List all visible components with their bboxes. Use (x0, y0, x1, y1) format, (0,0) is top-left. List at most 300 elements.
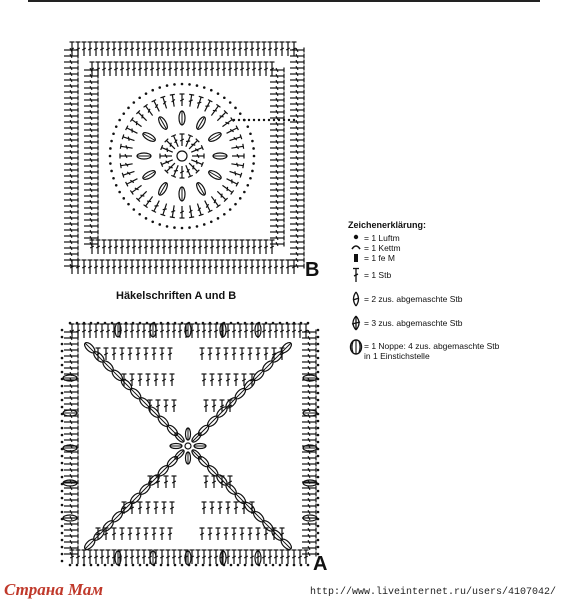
stitch-symbol (290, 222, 304, 227)
stitch-symbol (64, 150, 78, 155)
chain-stitch (61, 406, 64, 409)
chain-stitch (203, 86, 206, 89)
stitch-symbol (170, 205, 177, 218)
chain-stitch (195, 564, 198, 567)
stitch-symbol (264, 62, 269, 76)
stitch-symbol (160, 96, 168, 109)
stitch-symbol (302, 420, 316, 425)
stitch-symbol (290, 192, 304, 197)
stitch-symbol (64, 54, 78, 59)
stitch-symbol (202, 550, 207, 564)
chain-stitch (61, 490, 64, 493)
chain-icon (348, 233, 364, 241)
stitch-symbol (290, 114, 304, 119)
stitch-symbol (270, 200, 284, 205)
stitch-symbol (102, 240, 107, 254)
stitch-symbol (195, 96, 203, 109)
chain-stitch (317, 329, 320, 332)
stitch-symbol (94, 324, 99, 338)
chain-stitch (160, 322, 163, 325)
stitch-symbol (270, 128, 284, 133)
bobble-stitch-core (122, 380, 131, 389)
dc3tog-icon (348, 315, 364, 331)
stitch-symbol (290, 258, 304, 263)
chain-stitch (251, 322, 254, 325)
bobble-stitch-core (208, 417, 217, 426)
chain-stitch (112, 177, 115, 180)
stitch-symbol (270, 212, 284, 217)
stitch-symbol (302, 540, 316, 545)
stitch-symbol (290, 252, 304, 257)
stitch-symbol (204, 400, 209, 412)
stitch-symbol (290, 66, 304, 71)
stitch-symbol (302, 462, 316, 467)
chain-stitch (132, 322, 135, 325)
stitch-symbol (144, 104, 155, 117)
stitch-symbol (302, 498, 316, 503)
stitch-symbol (240, 62, 245, 76)
stitch-symbol (136, 190, 148, 202)
chain-stitch (61, 560, 64, 563)
chain-stitch (188, 226, 191, 229)
stitch-symbol (142, 260, 147, 274)
chain-stitch (209, 564, 212, 567)
stitch-symbol (190, 145, 203, 154)
stitch-symbol (270, 164, 284, 169)
stitch-symbol (130, 183, 143, 194)
chain-stitch (69, 322, 72, 325)
stitch-symbol (270, 104, 284, 109)
stitch-symbol (290, 216, 304, 221)
stitch-symbol (192, 154, 204, 159)
stitch-symbol (64, 90, 78, 95)
chain-stitch (252, 162, 255, 165)
stitch-symbol (216, 190, 228, 202)
stitch-symbol (184, 260, 189, 274)
stitch-symbol (302, 426, 316, 431)
chain-stitch (160, 564, 163, 567)
stitch-symbol (200, 528, 205, 540)
stitch-symbol (94, 42, 99, 56)
stitch-symbol (64, 210, 78, 215)
stitch-symbol (250, 550, 255, 564)
chain-stitch (279, 322, 282, 325)
stitch-symbol (204, 240, 209, 254)
stitch-symbol (238, 324, 243, 338)
stitch-symbol (187, 139, 199, 151)
stitch-symbol (118, 42, 123, 56)
stitch-symbol (84, 134, 98, 139)
stitch-symbol (130, 324, 135, 338)
stitch-symbol (232, 348, 237, 360)
chain-stitch (138, 96, 141, 99)
stitch-symbol (124, 550, 129, 564)
stitch-symbol (64, 366, 78, 371)
stitch-symbol (286, 260, 291, 274)
stitch-symbol (126, 176, 139, 186)
stitch-symbol (180, 206, 185, 218)
stitch-symbol (196, 42, 201, 56)
stitch-symbol (290, 102, 304, 107)
stitch-symbol (144, 240, 149, 254)
stitch-symbol (280, 260, 285, 274)
stitch-symbol (64, 108, 78, 113)
stitch-symbol (220, 42, 225, 56)
chain-stitch (109, 147, 112, 150)
chain-stitch (181, 83, 184, 86)
stitch-symbol (64, 186, 78, 191)
chain-stitch (110, 140, 113, 143)
stitch-symbol (162, 502, 167, 514)
chain-stitch (244, 322, 247, 325)
stitch-symbol (64, 552, 78, 557)
stitch-symbol (126, 62, 131, 76)
stitch-symbol (120, 62, 125, 76)
chain-stitch (61, 357, 64, 360)
stitch-symbol (171, 164, 180, 177)
stitch-symbol (64, 390, 78, 395)
stitch-symbol (84, 74, 98, 79)
stitch-symbol (178, 324, 183, 338)
stitch-symbol (102, 62, 107, 76)
chain-stitch (202, 322, 205, 325)
stitch-symbol (226, 502, 231, 514)
chain-stitch (243, 119, 245, 121)
chain-stitch (229, 208, 232, 211)
stitch-symbol (180, 240, 185, 254)
chain-stitch (251, 564, 254, 567)
chain-stitch (223, 96, 226, 99)
stitch-symbol (166, 42, 171, 56)
stitch-symbol (88, 324, 93, 338)
stitch-symbol (156, 62, 161, 76)
stitch-symbol (64, 384, 78, 389)
chain-stitch (317, 441, 320, 444)
stitch-symbol (202, 502, 207, 514)
stitch-symbol (209, 195, 220, 208)
chain-stitch (61, 455, 64, 458)
stitch-symbol (302, 456, 316, 461)
stitch-symbol (100, 260, 105, 274)
stitch-symbol (258, 62, 263, 76)
stitch-symbol (258, 240, 263, 254)
chain-stitch (173, 226, 176, 229)
chain-stitch (122, 197, 125, 200)
stitch-symbol (202, 199, 212, 212)
stitch-symbol (270, 188, 284, 193)
chain-stitch (317, 371, 320, 374)
stitch-symbol (286, 324, 291, 338)
stitch-symbol (208, 42, 213, 56)
chain-stitch (166, 84, 169, 87)
stitch-symbol (180, 166, 185, 178)
stitch-symbol (142, 324, 147, 338)
bobble-stitch-core (282, 540, 291, 549)
stitch-symbol (270, 134, 284, 139)
stitch-symbol (196, 324, 201, 338)
stitch-symbol (262, 324, 267, 338)
stitch-symbol (64, 78, 78, 83)
stitch-symbol (164, 400, 169, 412)
legend-item-slip-stitch: = 1 Kettm (348, 243, 558, 253)
stitch-symbol (64, 132, 78, 137)
stitch-symbol (84, 140, 98, 145)
stitch-symbol (218, 374, 223, 386)
stitch-symbol (244, 42, 249, 56)
chain-stitch (278, 119, 280, 121)
chain-stitch (263, 119, 265, 121)
stitch-symbol (240, 240, 245, 254)
stitch-symbol (172, 260, 177, 274)
chain-stitch (115, 184, 118, 187)
chain-stitch (112, 132, 115, 135)
chain-stitch (61, 511, 64, 514)
chain-stitch (61, 476, 64, 479)
bobble-stitch-core (263, 362, 272, 371)
crochet-chart-b (58, 36, 310, 280)
legend-item-dc2tog: = 2 zus. abgemaschte Stb (348, 291, 558, 307)
chain-stitch (145, 217, 148, 220)
chain-stitch (317, 336, 320, 339)
stitch-symbol (138, 240, 143, 254)
stitch-symbol (178, 550, 183, 564)
stitch-symbol (64, 156, 78, 161)
stitch-symbol (64, 72, 78, 77)
chain-stitch (146, 564, 149, 567)
stitch-symbol (84, 224, 98, 229)
stitch-symbol (210, 502, 215, 514)
stitch-symbol (216, 348, 221, 360)
chain-stitch (132, 564, 135, 567)
stitch-symbol (302, 474, 316, 479)
stitch-symbol (64, 198, 78, 203)
stitch-symbol (174, 62, 179, 76)
chain-stitch (307, 564, 310, 567)
stitch-symbol (290, 54, 304, 59)
stitch-symbol (106, 550, 111, 564)
stitch-symbol (180, 134, 185, 146)
stitch-symbol (264, 348, 269, 360)
chain-stitch (209, 322, 212, 325)
double-crochet-icon (348, 267, 364, 283)
stitch-symbol (228, 62, 233, 76)
symbol-legend (348, 220, 558, 361)
chain-stitch (234, 107, 237, 110)
chain-stitch (237, 322, 240, 325)
stitch-symbol (290, 150, 304, 155)
chain-stitch (317, 385, 320, 388)
stitch-symbol (244, 324, 249, 338)
stitch-symbol (136, 42, 141, 56)
chain-stitch (151, 89, 154, 92)
bobble-stitch-core (149, 407, 158, 416)
stitch-symbol (302, 432, 316, 437)
stitch-symbol (132, 62, 137, 76)
chain-stitch (115, 125, 118, 128)
stitch-symbol (270, 116, 284, 121)
chain-stitch (317, 532, 320, 535)
stitch-symbol (84, 194, 98, 199)
chain-stitch (317, 364, 320, 367)
chain-stitch (248, 119, 250, 121)
stitch-symbol (184, 135, 193, 148)
stitch-symbol (84, 68, 98, 73)
chain-stitch (61, 399, 64, 402)
stitch-symbol (108, 240, 113, 254)
stitch-symbol (292, 550, 297, 564)
bobble-stitch-core (122, 503, 131, 512)
chain-stitch (196, 225, 199, 228)
chain-stitch (239, 197, 242, 200)
chain-stitch (61, 525, 64, 528)
stitch-symbol (178, 42, 183, 56)
stitch-symbol (302, 330, 316, 335)
stitch-symbol (106, 260, 111, 274)
stitch-symbol (270, 92, 284, 97)
stitch-symbol (290, 162, 304, 167)
stitch-symbol (270, 62, 275, 76)
stitch-symbol (122, 134, 135, 142)
chain-stitch (146, 322, 149, 325)
stitch-symbol (64, 540, 78, 545)
chain-stitch (238, 119, 240, 121)
stitch-symbol (64, 534, 78, 539)
stitch-symbol (204, 62, 209, 76)
stitch-symbol (64, 336, 78, 341)
chain-stitch (317, 476, 320, 479)
stitch-symbol (268, 550, 273, 564)
chain-stitch (61, 462, 64, 465)
stitch-symbol (270, 218, 284, 223)
chain-stitch (61, 336, 64, 339)
stitch-symbol (166, 550, 171, 564)
stitch-symbol (290, 210, 304, 215)
stitch-symbol (274, 260, 279, 274)
stitch-symbol (234, 502, 239, 514)
chain-stitch (317, 469, 320, 472)
stitch-symbol (229, 169, 242, 177)
bobble-stitch-core (113, 512, 122, 521)
chain-stitch (253, 119, 255, 121)
stitch-symbol (221, 118, 234, 129)
chain-stitch (61, 546, 64, 549)
stitch-symbol (202, 374, 207, 386)
stitch-symbol (64, 510, 78, 515)
stitch-symbol (84, 212, 98, 217)
stitch-symbol (216, 110, 228, 122)
stitch-symbol (270, 140, 284, 145)
chain-stitch (61, 539, 64, 542)
chain-stitch (317, 455, 320, 458)
stitch-symbol (290, 72, 304, 77)
stitch-symbol (214, 324, 219, 338)
stitch-symbol (84, 86, 98, 91)
stitch-symbol (290, 228, 304, 233)
stitch-symbol (290, 78, 304, 83)
chain-stitch (283, 119, 285, 121)
stitch-symbol (202, 260, 207, 274)
chain-stitch (317, 434, 320, 437)
stitch-symbol (171, 135, 180, 148)
chain-stitch (268, 119, 270, 121)
chain-stitch (127, 203, 130, 206)
stitch-symbol (290, 144, 304, 149)
chain-stitch (210, 220, 213, 223)
chain-stitch (61, 343, 64, 346)
stitch-symbol (84, 158, 98, 163)
stitch-symbol (214, 42, 219, 56)
chain-stitch (317, 511, 320, 514)
stitch-symbol (120, 348, 125, 360)
stitch-symbol (164, 476, 169, 488)
chain-stitch (249, 132, 252, 135)
stitch-symbol (142, 550, 147, 564)
chain-stitch (111, 322, 114, 325)
chain-stitch (90, 564, 93, 567)
stitch-symbol (248, 348, 253, 360)
stitch-symbol (64, 120, 78, 125)
stitch-symbol (302, 522, 316, 527)
stitch-symbol (64, 432, 78, 437)
stitch-symbol (228, 240, 233, 254)
stitch-symbol (64, 228, 78, 233)
bobble-stitch-core (159, 417, 168, 426)
stitch-symbol (270, 240, 275, 254)
stitch-symbol (64, 504, 78, 509)
stitch-symbol (216, 62, 221, 76)
stitch-symbol (124, 260, 129, 274)
stitch-symbol (172, 42, 177, 56)
chain-stitch (61, 504, 64, 507)
chain-stitch (109, 162, 112, 165)
stitch-symbol (286, 550, 291, 564)
stitch-symbol (221, 183, 234, 194)
stitch-symbol (152, 528, 157, 540)
chain-stitch (90, 322, 93, 325)
stitch-symbol (64, 348, 78, 353)
stitch-symbol (64, 222, 78, 227)
stitch-symbol (152, 348, 157, 360)
stitch-symbol (256, 348, 261, 360)
stitch-symbol (270, 176, 284, 181)
stitch-symbol (220, 260, 225, 274)
chain-stitch (300, 322, 303, 325)
chain-stitch (317, 497, 320, 500)
stitch-symbol (302, 360, 316, 365)
stitch-symbol (64, 174, 78, 179)
stitch-symbol (84, 182, 98, 187)
stitch-symbol (100, 324, 105, 338)
stitch-symbol (64, 498, 78, 503)
stitch-symbol (160, 203, 168, 216)
stitch-symbol (144, 528, 149, 540)
stitch-symbol (120, 154, 132, 159)
chain-stitch (253, 155, 256, 158)
stitch-symbol (146, 502, 151, 514)
stitch-symbol (274, 550, 279, 564)
stitch-symbol (100, 550, 105, 564)
stitch-symbol (112, 260, 117, 274)
stitch-symbol (250, 42, 255, 56)
chain-stitch (317, 343, 320, 346)
chain-stitch (279, 564, 282, 567)
chain-stitch (273, 119, 275, 121)
stitch-symbol (232, 528, 237, 540)
stitch-symbol (246, 62, 251, 76)
stitch-symbol (250, 324, 255, 338)
stitch-symbol (136, 324, 141, 338)
stitch-symbol (198, 240, 203, 254)
